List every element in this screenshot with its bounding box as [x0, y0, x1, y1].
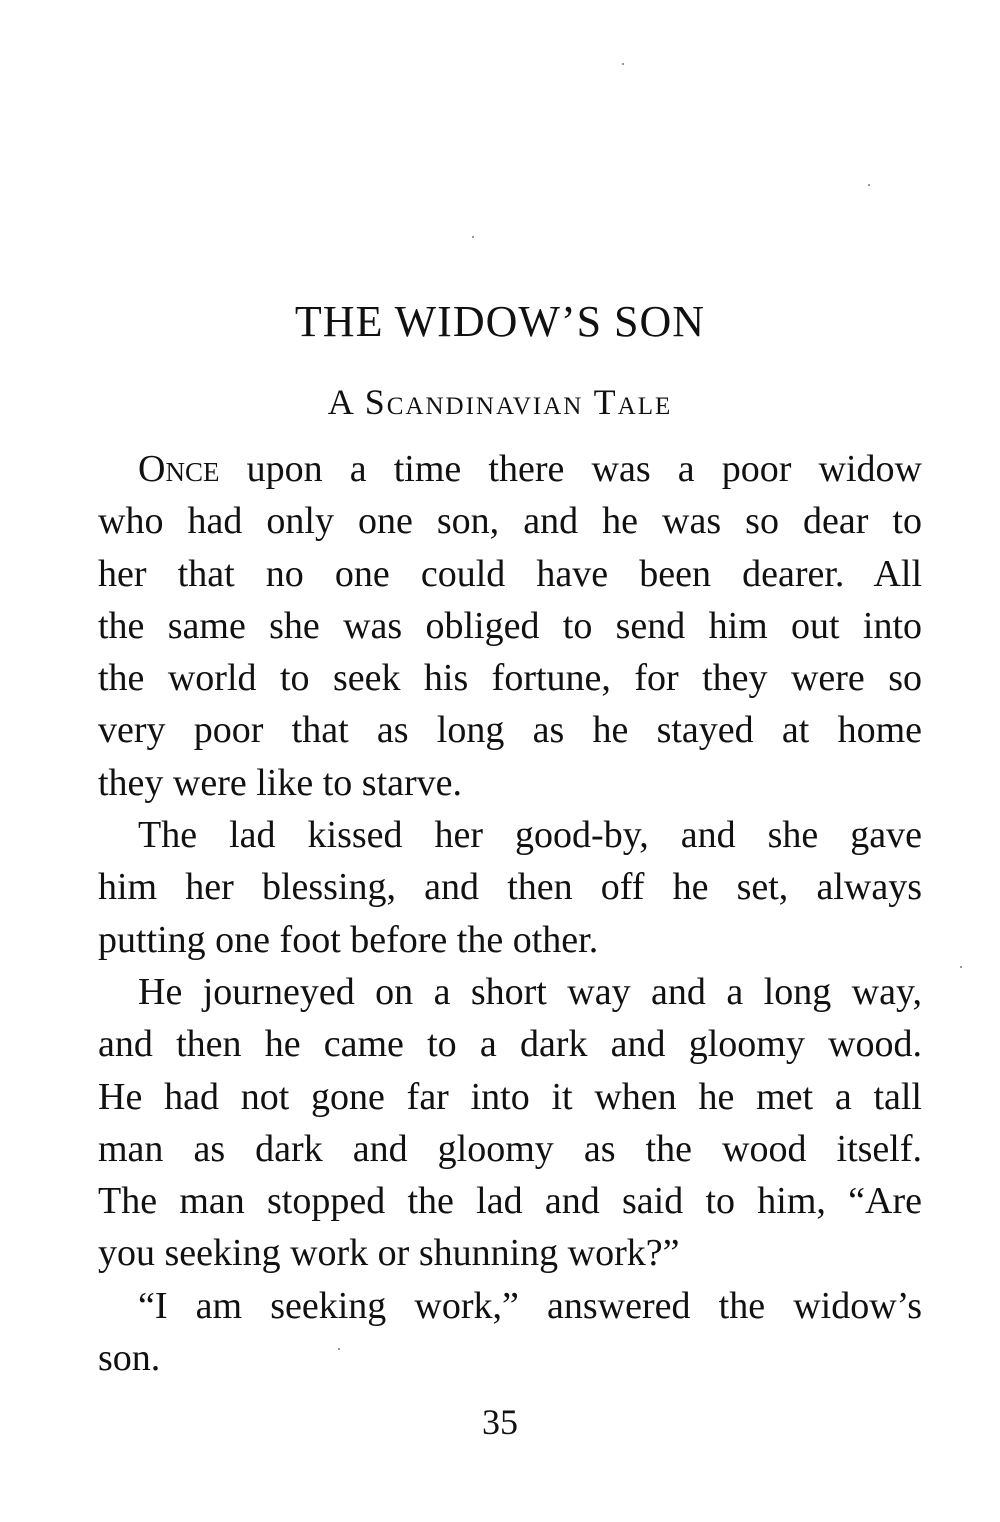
text-line: her that no one could have been dearer. All — [98, 552, 922, 595]
scan-speck — [868, 184, 870, 186]
page-number: 35 — [482, 1402, 518, 1442]
text-line: son. — [98, 1337, 161, 1380]
text-line: very poor that as long as he stayed at home — [98, 709, 922, 752]
text-line: Once upon a time there was a poor widow — [138, 448, 922, 490]
text-line: putting one foot before the other. — [98, 918, 599, 961]
text-line: and then he came to a dark and gloomy wood. — [98, 1023, 922, 1066]
text-line: man as dark and gloomy as the wood itself. — [98, 1127, 922, 1170]
text-line: He journeyed on a short way and a long way, — [138, 970, 922, 1013]
drop-word: Once — [138, 448, 220, 490]
chapter-title: THE WIDOW’S SON — [294, 297, 706, 346]
chapter-subtitle: A Scandinavian Tale — [327, 382, 673, 422]
text-line: He had not gone far into it when he met a tall — [98, 1075, 922, 1118]
scan-speck — [472, 236, 474, 238]
text-line: The lad kissed her good-by, and she gave — [138, 814, 922, 857]
text-line: who had only one son, and he was so dear to — [98, 500, 922, 543]
text-line: the world to seek his fortune, for they were so — [98, 657, 922, 700]
text-line: the same she was obliged to send him out into — [98, 604, 922, 647]
text-line: him her blessing, and then off he set, always — [98, 866, 922, 909]
text-line: you seeking work or shunning work?” — [98, 1232, 680, 1275]
body-text — [98, 443, 922, 1384]
text-line: The man stopped the lad and said to him, “Are — [98, 1180, 922, 1223]
text-line: they were like to starve. — [98, 761, 463, 804]
scan-speck — [622, 63, 624, 65]
scan-speck — [960, 966, 962, 968]
text-line: “I am seeking work,” answered the widow’s — [138, 1284, 922, 1327]
scan-speck — [338, 1348, 340, 1350]
